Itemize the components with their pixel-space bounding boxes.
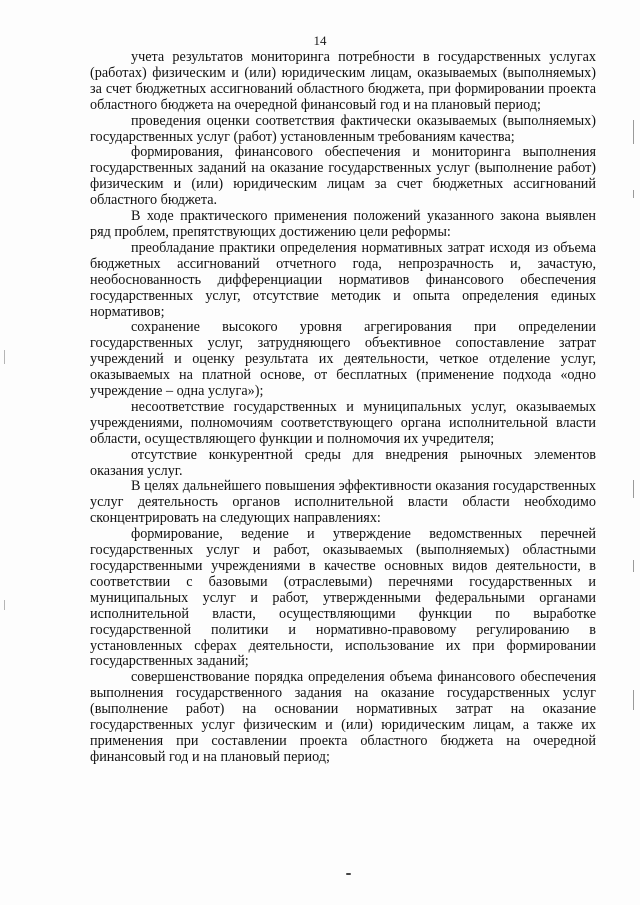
scan-edge-mark <box>4 600 5 610</box>
scan-edge-mark <box>633 690 634 710</box>
paragraph: В целях дальнейшего повышения эффективности оказания государственных услуг деятельность органов исполнительной власти области необходимо сконцентрировать на следующих направлениях: <box>90 478 596 527</box>
scan-edge-mark <box>633 120 634 144</box>
paragraph: учета результатов мониторинга потребности в государственных услугах (работах) физическим и (или) юридическим лицам, оказываемых (выполняемых) за счет бюджетных ассигнований областного бюджета, при формировании проекта областного бюджета на очередной финансовый год и на плановый период; <box>90 49 596 113</box>
paragraph: сохранение высокого уровня агрегирования при определении государственных услуг, затрудняющего объективное сопоставление затрат учреждений и оценку результата их деятельности, четкое отделение услуг, оказываемых на платной основе, от бесплатных (применение подхода «одно учреждение – одна услуга»); <box>90 319 596 400</box>
paragraph: формирование, ведение и утверждение ведомственных перечней государственных услуг и работ, оказываемых (выполняемых) областными государственными учреждениями в качестве основных видов деятельности, в соответствии с базовыми (отраслевыми) перечнями государственных и муниципальных услуг и работ, утвержденными федеральными органами исполнительной власти, осуществляющими функции по выработке государственной политики и нормативно-правовому регулированию в установленных сферах деятельности, использование их при формировании государственных заданий; <box>90 526 596 670</box>
paragraph: совершенствование порядка определения объема финансового обеспечения выполнения государственного задания на оказание государственных услуг (выполнение работ) на основании нормативных затрат на оказание государственных услуг физическим и (или) юридическим лицам, а также их применения при составлении проекта областного бюджета на очередной финансовый год и на плановый период; <box>90 669 596 765</box>
paragraph: отсутствие конкурентной среды для внедрения рыночных элементов оказания услуг. <box>90 446 596 479</box>
paragraph: формирования, финансового обеспечения и мониторинга выполнения государственных заданий на оказание государственных услуг (выполнение работ) физическим и (или) юридическим лицам за счет бюджетных ассигнований областного бюджета. <box>90 144 596 209</box>
page-number: 14 <box>313 33 327 48</box>
paragraph: В ходе практического применения положений указанного закона выявлен ряд проблем, препятствующих достижению цели реформы: <box>90 208 596 240</box>
scan-edge-mark <box>633 480 634 498</box>
document-body <box>90 50 596 766</box>
scan-edge-mark <box>633 190 634 198</box>
scan-speck <box>346 873 351 875</box>
paragraph: преобладание практики определения нормативных затрат исходя из объема бюджетных ассигнований отчетного года, непрозрачность и, зачастую, необоснованность дифференциации нормативов финансового обеспечения государственных услуг, отсутствие методик и опыта определения единых нормативов; <box>90 239 596 320</box>
paragraph: несоответствие государственных и муниципальных услуг, оказываемых учреждениями, полномочиям соответствующего органа исполнительной власти области, осуществляющего функции и полномочия их учредителя; <box>90 398 596 447</box>
scan-edge-mark <box>633 560 634 572</box>
scan-edge-mark <box>4 350 5 364</box>
paragraph: проведения оценки соответствия фактически оказываемых (выполняемых) государственных услуг (работ) установленным требованиям качества; <box>90 112 596 145</box>
